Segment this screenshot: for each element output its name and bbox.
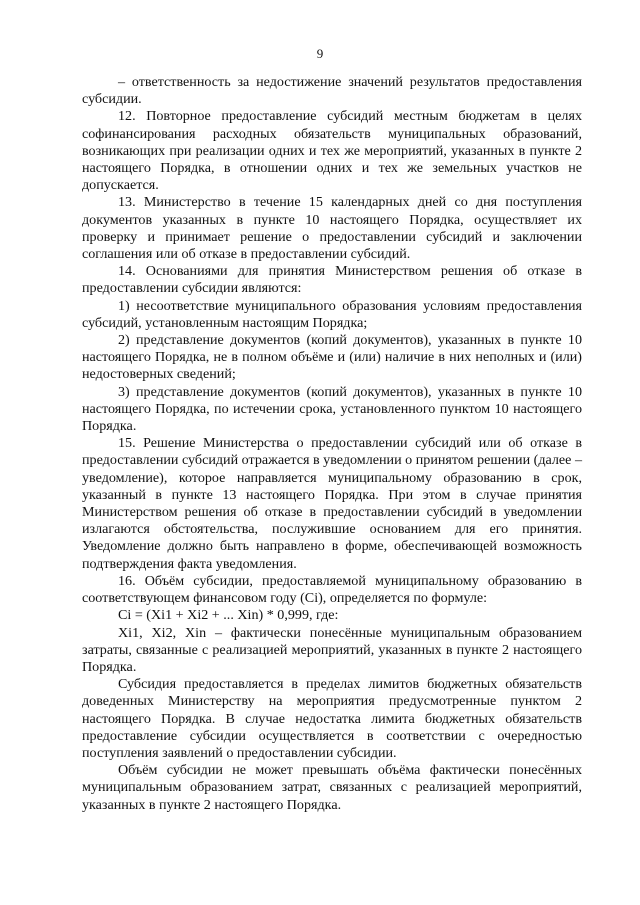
formula-explanation: Xi1, Xi2, Xin – фактически понесённые муниципальным образованием затраты, связанные с реализацией мероприятий, указанных в пункте 2 настоящего Порядка.: [82, 624, 582, 675]
paragraph-13: 13. Министерство в течение 15 календарных дней со дня поступления документов указанных в пункте 10 настоящего Порядка, осуществляет их проверку и принимает решение о предоставлении субсидий и заключении соглашения или об отказе в предоставлении субсидий.: [82, 194, 582, 263]
paragraph-responsibility-item: – ответственность за недостижение значений результатов предоставления субсидии.: [82, 74, 582, 108]
paragraph-14-item-2: 2) представление документов (копий документов), указанных в пункте 10 настоящего Порядка, не в полном объёме и (или) наличие в них неполных и (или) недостоверных сведений;: [82, 332, 582, 383]
paragraph-12: 12. Повторное предоставление субсидий местным бюджетам в целях софинансирования расходных обязательств муниципальных образований, возникающих при реализации одних и тех же мероприятий, указанных в пункте 2 настоящего Порядка, в отношении одних и тех же земельных участков не допускается.: [82, 108, 582, 194]
document-body: [82, 74, 582, 814]
paragraph-subsidy-limits: Субсидия предоставляется в пределах лимитов бюджетных обязательств доведенных Министерству на мероприятия предусмотренные пунктом 2 настоящего Порядка. В случае недостатка лимита бюджетных обязательств предоставление субсидии осуществляется в соответствии с очередностью поступления заявлений о предоставлении субсидии.: [82, 676, 582, 761]
paragraph-15: 15. Решение Министерства о предоставлении субсидий или об отказе в предоставлении субсидий отражается в уведомлении о принятом решении (далее – уведомление), которое направляется муниципальному образованию в срок, указанный в пункте 13 настоящего Порядка. При этом в случае принятия Министерством решения об отказе в предоставлении субсидий в уведомлении излагаются обстоятельства, послужившие основанием для его принятия. Уведомление должно быть направлено в форме, обеспечивающей возможность подтверждения факта уведомления.: [82, 435, 583, 572]
page-number: 9: [316, 46, 324, 61]
paragraph-subsidy-cap: Объём субсидии не может превышать объёма фактически понесённых муниципальным образованием затрат, связанных с реализацией мероприятий, указанных в пункте 2 настоящего Порядка.: [82, 762, 582, 813]
paragraph-16: 16. Объём субсидии, предоставляемой муниципальному образованию в соответствующем финансовом году (Ci), определяется по формуле:: [82, 572, 582, 607]
paragraph-14-item-1: 1) несоответствие муниципального образования условиям предоставления субсидий, установленным настоящим Порядка;: [82, 297, 582, 331]
paragraph-14: 14. Основаниями для принятия Министерством решения об отказе в предоставлении субсидии являются:: [82, 263, 582, 297]
formula: Ci = (Xi1 + Xi2 + ... Xin) * 0,999, где:: [118, 607, 339, 624]
paragraph-14-item-3: 3) представление документов (копий документов), указанных в пункте 10 настоящего Порядка, по истечении срока, установленного пунктом 10 настоящего Порядка.: [82, 383, 582, 435]
